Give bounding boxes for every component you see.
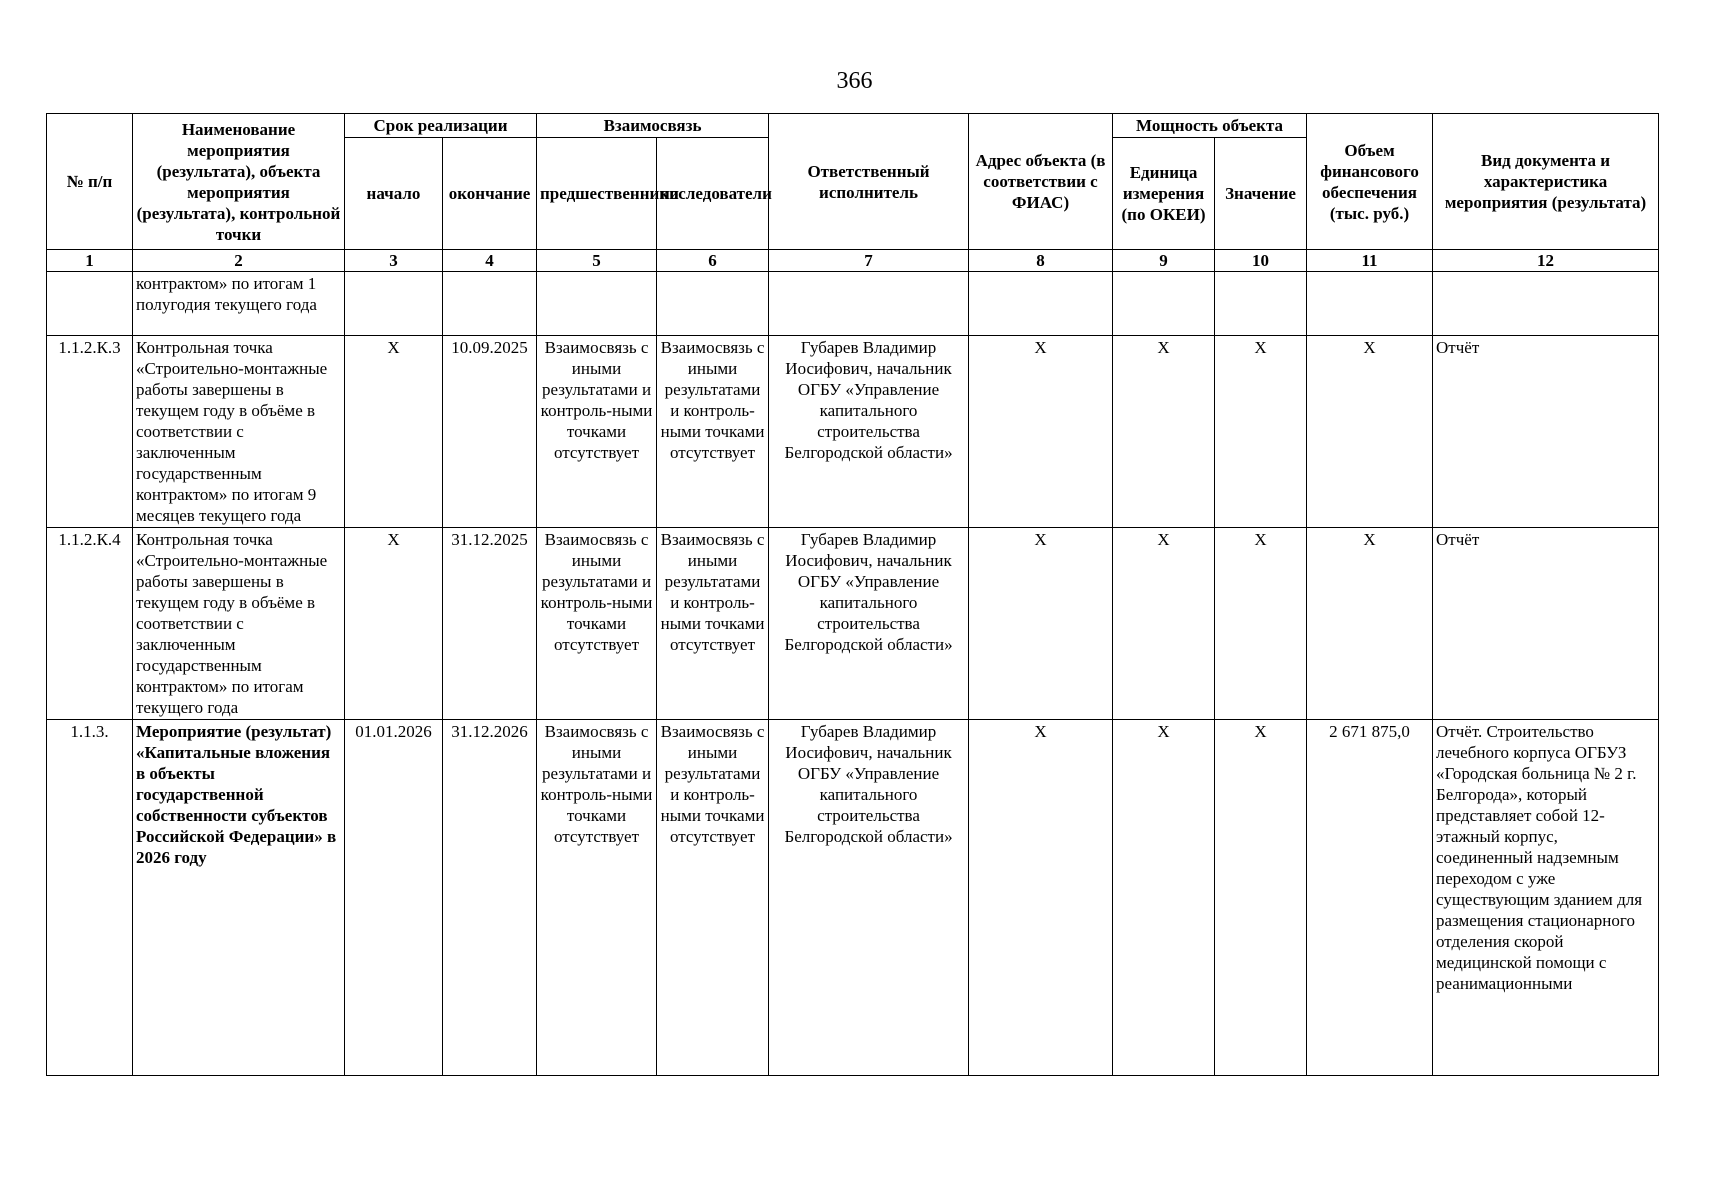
- header-link: Взаимосвязь: [537, 114, 769, 138]
- table-row: [47, 528, 1659, 720]
- row-num: 1.1.3.: [47, 720, 133, 1076]
- column-number: 10: [1215, 250, 1307, 272]
- header-address: Адрес объекта (в соответствии с ФИАС): [969, 114, 1113, 250]
- row-responsible: Губарев Владимир Иосифович, начальник ОГБУ «Управление капитального строительства Белгородской области»: [769, 720, 969, 1076]
- header-value: Значение: [1215, 138, 1307, 250]
- row-unit: Х: [1113, 720, 1215, 1076]
- row-prev: Взаимосвязь с иными результатами и контроль-ными точками отсутствует: [537, 336, 657, 528]
- header-term: Срок реализации: [345, 114, 537, 138]
- row-finance: [1307, 272, 1433, 336]
- row-address: [969, 272, 1113, 336]
- plan-table: [46, 113, 1659, 1076]
- row-unit: [1113, 272, 1215, 336]
- header-responsible: Ответственный исполнитель: [769, 114, 969, 250]
- header-unit: Единица измерения (по ОКЕИ): [1113, 138, 1215, 250]
- row-next: Взаимосвязь с иными результатами и контроль-ными точками отсутствует: [657, 336, 769, 528]
- row-value: [1215, 272, 1307, 336]
- header-name: Наименование мероприятия (результата), объекта мероприятия (результата), контрольной точки: [133, 114, 345, 250]
- table-row: [47, 336, 1659, 528]
- column-number: 11: [1307, 250, 1433, 272]
- row-start: 01.01.2026: [345, 720, 443, 1076]
- row-finance: Х: [1307, 336, 1433, 528]
- row-doc: Отчёт. Строительство лечебного корпуса ОГБУЗ «Городская больница № 2 г. Белгорода», который представляет собой 12-этажный корпус, соединенный надземным переходом с уже существующим зданием для размещения стационарного отделения скорой медицинской помощи с реанимационными: [1433, 720, 1659, 1076]
- column-number: 6: [657, 250, 769, 272]
- row-start: Х: [345, 336, 443, 528]
- row-doc: Отчёт: [1433, 336, 1659, 528]
- header-link-prev: предшественники: [537, 138, 657, 250]
- row-prev: Взаимосвязь с иными результатами и контроль-ными точками отсутствует: [537, 528, 657, 720]
- row-next: Взаимосвязь с иными результатами и контроль-ными точками отсутствует: [657, 720, 769, 1076]
- row-value: Х: [1215, 720, 1307, 1076]
- table-row: [47, 272, 1659, 336]
- row-address: Х: [969, 336, 1113, 528]
- row-num: 1.1.2.К.3: [47, 336, 133, 528]
- column-number: 3: [345, 250, 443, 272]
- header-num: № п/п: [47, 114, 133, 250]
- row-unit: Х: [1113, 336, 1215, 528]
- row-end: 31.12.2026: [443, 720, 537, 1076]
- row-value: Х: [1215, 528, 1307, 720]
- row-end: 31.12.2025: [443, 528, 537, 720]
- row-end: [443, 272, 537, 336]
- column-number: 8: [969, 250, 1113, 272]
- row-next: Взаимосвязь с иными результатами и контроль-ными точками отсутствует: [657, 528, 769, 720]
- table-row: [47, 720, 1659, 1076]
- row-start: [345, 272, 443, 336]
- row-end: 10.09.2025: [443, 336, 537, 528]
- column-number: 5: [537, 250, 657, 272]
- row-value: Х: [1215, 336, 1307, 528]
- column-number: 12: [1433, 250, 1659, 272]
- row-start: Х: [345, 528, 443, 720]
- row-address: Х: [969, 528, 1113, 720]
- row-doc: [1433, 272, 1659, 336]
- header-finance: Объем финансового обеспечения (тыс. руб.): [1307, 114, 1433, 250]
- column-number: 2: [133, 250, 345, 272]
- row-doc: Отчёт: [1433, 528, 1659, 720]
- row-name: Контрольная точка «Строительно-монтажные работы завершены в текущем году в объёме в соответствии с заключенным государственным контрактом» по итогам текущего года: [133, 528, 345, 720]
- page-number: 366: [836, 68, 873, 94]
- column-number: 1: [47, 250, 133, 272]
- column-numbers-row: [47, 250, 1659, 272]
- row-address: Х: [969, 720, 1113, 1076]
- header-doc: Вид документа и характеристика мероприятия (результата): [1433, 114, 1659, 250]
- header-term-end: окончание: [443, 138, 537, 250]
- row-name: Мероприятие (результат) «Капитальные вложения в объекты государственной собственности субъектов Российской Федерации» в 2026 году: [133, 720, 345, 1076]
- row-next: [657, 272, 769, 336]
- header-term-start: начало: [345, 138, 443, 250]
- column-number: 9: [1113, 250, 1215, 272]
- row-finance: Х: [1307, 528, 1433, 720]
- column-number: 7: [769, 250, 969, 272]
- row-name: Контрольная точка «Строительно-монтажные работы завершены в текущем году в объёме в соответствии с заключенным государственным контрактом» по итогам 9 месяцев текущего года: [133, 336, 345, 528]
- row-finance: 2 671 875,0: [1307, 720, 1433, 1076]
- row-prev: Взаимосвязь с иными результатами и контроль-ными точками отсутствует: [537, 720, 657, 1076]
- row-num: 1.1.2.К.4: [47, 528, 133, 720]
- column-number: 4: [443, 250, 537, 272]
- row-responsible: Губарев Владимир Иосифович, начальник ОГБУ «Управление капитального строительства Белгородской области»: [769, 528, 969, 720]
- row-responsible: [769, 272, 969, 336]
- row-responsible: Губарев Владимир Иосифович, начальник ОГБУ «Управление капитального строительства Белгородской области»: [769, 336, 969, 528]
- row-num: [47, 272, 133, 336]
- row-prev: [537, 272, 657, 336]
- row-unit: Х: [1113, 528, 1215, 720]
- header-row-1: [47, 114, 1659, 138]
- row-name: контрактом» по итогам 1 полугодия текущего года: [133, 272, 345, 336]
- header-link-next: последователи: [657, 138, 769, 250]
- header-capacity: Мощность объекта: [1113, 114, 1307, 138]
